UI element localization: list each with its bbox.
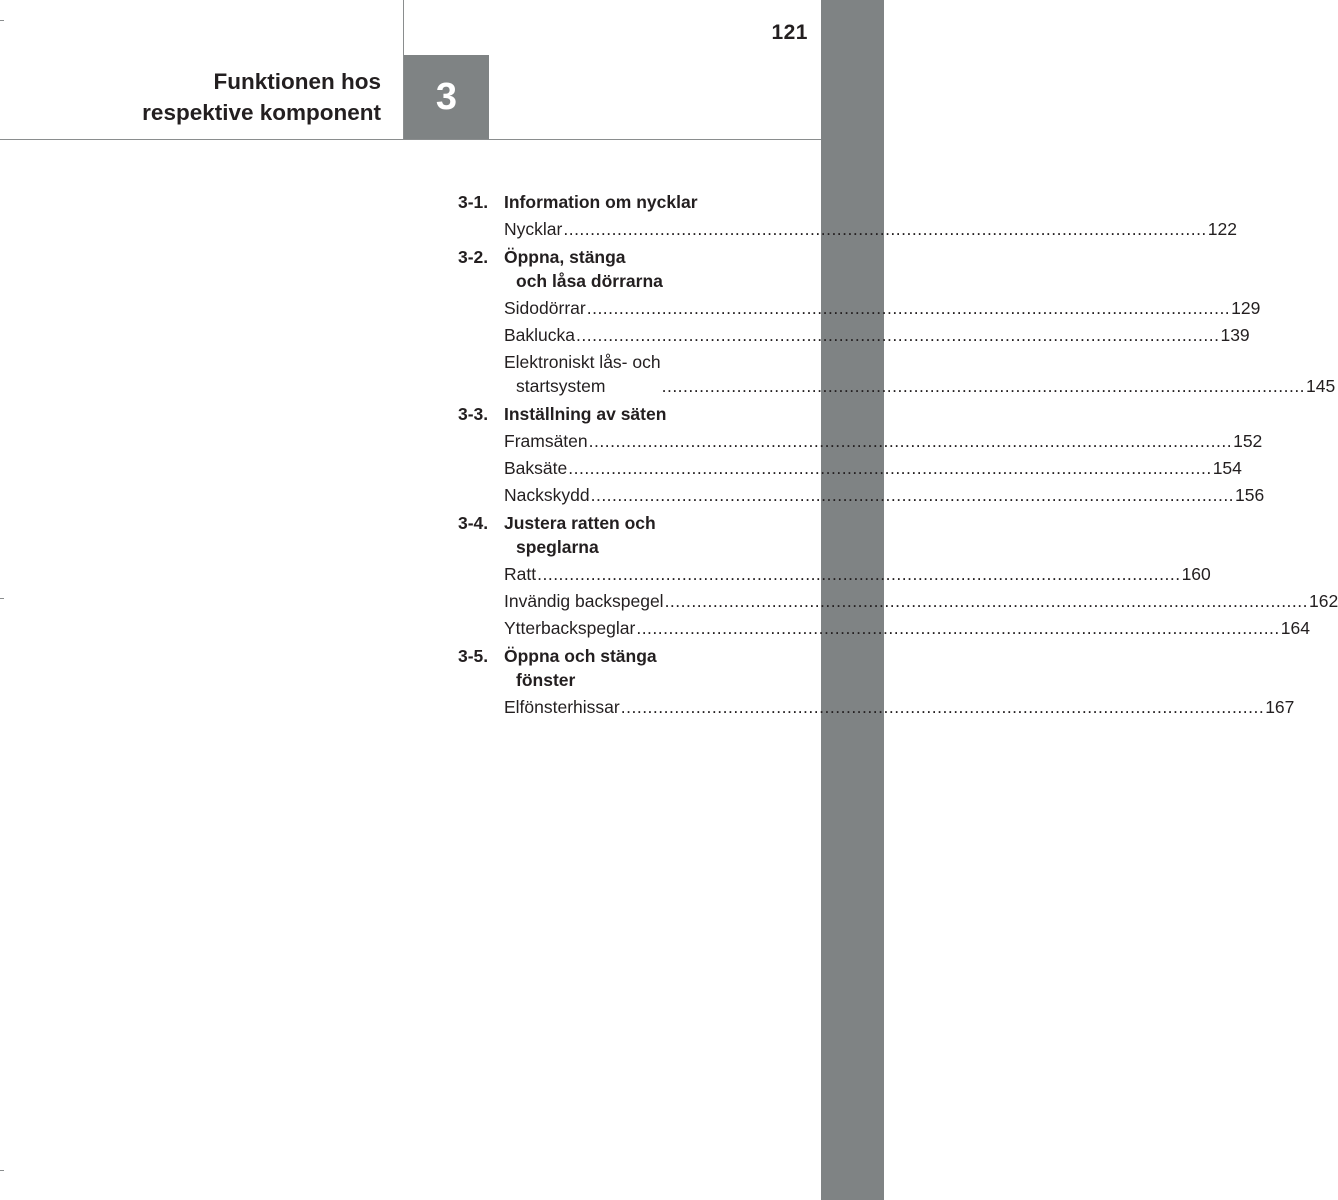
toc-entry-page: 164 bbox=[1280, 618, 1310, 638]
toc-entry-page: 122 bbox=[1207, 219, 1237, 239]
chapter-number: 3 bbox=[435, 75, 458, 118]
toc-entry-page: 154 bbox=[1212, 458, 1242, 478]
toc-section-title-line: fönster bbox=[516, 670, 576, 690]
toc-entry-label bbox=[504, 695, 620, 719]
toc-entry-page: 162 bbox=[1309, 591, 1338, 611]
toc-section-number: 3-5. bbox=[458, 646, 489, 666]
toc-section bbox=[458, 511, 1338, 640]
toc-section-number: 3-1. bbox=[458, 192, 489, 212]
toc-section-title bbox=[504, 511, 656, 559]
page-number: 121 bbox=[771, 21, 808, 44]
chapter-title-line: respektive komponent bbox=[142, 100, 381, 125]
toc-entry[interactable] bbox=[504, 483, 1265, 507]
toc-leader-dots: ........................................................................................................................ bbox=[588, 431, 1233, 451]
toc-leader-dots: ........................................................................................................................ bbox=[620, 697, 1265, 717]
toc-section-heading bbox=[458, 511, 768, 559]
toc-section-title-line: Öppna och stänga bbox=[504, 646, 657, 666]
toc-entry-label-line: startsystem bbox=[516, 376, 606, 396]
toc-entry-label bbox=[504, 217, 562, 241]
toc-entry-label bbox=[504, 296, 586, 320]
toc-entry[interactable] bbox=[504, 589, 1338, 613]
crop-mark bbox=[0, 20, 4, 21]
toc-entry-page: 167 bbox=[1265, 697, 1295, 717]
toc-entry-label-line: Nackskydd bbox=[504, 485, 590, 505]
crop-mark bbox=[0, 1170, 4, 1171]
toc-entry[interactable] bbox=[504, 562, 1211, 586]
toc-entry[interactable] bbox=[504, 217, 1237, 241]
toc-entry-label-line: Invändig backspegel bbox=[504, 591, 664, 611]
toc-entry-label bbox=[504, 562, 536, 586]
toc-leader-dots: ........................................................................................................................ bbox=[537, 564, 1181, 584]
toc-entry[interactable] bbox=[504, 350, 1336, 398]
toc-entry-label bbox=[504, 429, 588, 453]
toc-entry-label bbox=[504, 456, 567, 480]
toc-entry[interactable] bbox=[504, 323, 1250, 347]
toc-section-heading bbox=[458, 190, 768, 214]
toc-section-title-line: och låsa dörrarna bbox=[516, 271, 663, 291]
toc-section-heading bbox=[458, 245, 768, 293]
toc-section-title-line: Justera ratten och bbox=[504, 513, 656, 533]
toc-leader-dots: ........................................................................................................................ bbox=[590, 485, 1235, 505]
toc-leader-dots: ........................................................................................................................ bbox=[568, 458, 1212, 478]
toc-section-heading bbox=[458, 644, 768, 692]
toc-section bbox=[458, 190, 1237, 241]
toc-entry-label-line: Baksäte bbox=[504, 458, 568, 478]
toc-entry-page: 145 bbox=[1306, 376, 1336, 396]
toc-entry-label-line: Nycklar bbox=[504, 219, 563, 239]
toc-entry-label-line: Sidodörrar bbox=[504, 298, 586, 318]
toc-section-number: 3-2. bbox=[458, 247, 489, 267]
toc-entry-page: 129 bbox=[1231, 298, 1261, 318]
toc-entry-label-line: Elektroniskt lås- och bbox=[504, 352, 661, 372]
header-horizontal-rule bbox=[0, 139, 821, 140]
toc-entry-label bbox=[504, 350, 661, 398]
toc-section-title-line: Inställning av säten bbox=[504, 404, 667, 424]
toc-entry-label-line: Ratt bbox=[504, 564, 537, 584]
toc-leader-dots: ........................................................................................................................ bbox=[664, 591, 1309, 611]
toc-leader-dots: ........................................................................................................................ bbox=[586, 298, 1231, 318]
toc-section-title bbox=[504, 402, 666, 426]
toc-section bbox=[458, 245, 1336, 398]
toc-entry[interactable] bbox=[504, 296, 1261, 320]
toc-entry-label bbox=[504, 589, 664, 613]
toc-entry-label bbox=[504, 323, 575, 347]
crop-mark bbox=[0, 598, 4, 599]
toc-entry-label-line: Elfönsterhissar bbox=[504, 697, 620, 717]
toc-entry[interactable] bbox=[504, 616, 1310, 640]
toc-leader-dots: ........................................................................................................................ bbox=[576, 325, 1220, 345]
toc-leader-dots: ........................................................................................................................ bbox=[661, 376, 1306, 396]
toc-entry-page: 156 bbox=[1235, 485, 1265, 505]
toc-entry-page: 139 bbox=[1220, 325, 1250, 345]
toc-entry-label bbox=[504, 483, 590, 507]
toc-entry-label-line: Baklucka bbox=[504, 325, 576, 345]
toc-entry-label-line: Ytterbackspeglar bbox=[504, 618, 636, 638]
toc-section bbox=[458, 644, 1295, 719]
toc-leader-dots: ........................................................................................................................ bbox=[636, 618, 1280, 638]
toc-entry-page: 160 bbox=[1181, 564, 1211, 584]
toc-section-heading bbox=[458, 402, 768, 426]
toc-entry-label bbox=[504, 616, 635, 640]
toc-section-number: 3-4. bbox=[458, 513, 489, 533]
toc-section-number: 3-3. bbox=[458, 404, 489, 424]
toc-section-title-line: Information om nycklar bbox=[504, 192, 698, 212]
toc-section-title bbox=[504, 644, 657, 692]
toc-section-title-line: Öppna, stänga bbox=[504, 247, 626, 267]
table-of-contents bbox=[458, 190, 1338, 723]
chapter-title bbox=[21, 66, 381, 128]
toc-entry[interactable] bbox=[504, 456, 1242, 480]
toc-entry-label-line: Framsäten bbox=[504, 431, 588, 451]
toc-section-title bbox=[504, 245, 663, 293]
toc-section-title bbox=[504, 190, 698, 214]
toc-entry[interactable] bbox=[504, 429, 1263, 453]
toc-entry[interactable] bbox=[504, 695, 1295, 719]
toc-section-title-line: speglarna bbox=[516, 537, 599, 557]
toc-section bbox=[458, 402, 1265, 507]
toc-leader-dots: ........................................................................................................................ bbox=[563, 219, 1207, 239]
chapter-number-box bbox=[404, 55, 489, 139]
chapter-title-line: Funktionen hos bbox=[213, 69, 381, 94]
toc-entry-page: 152 bbox=[1233, 431, 1263, 451]
